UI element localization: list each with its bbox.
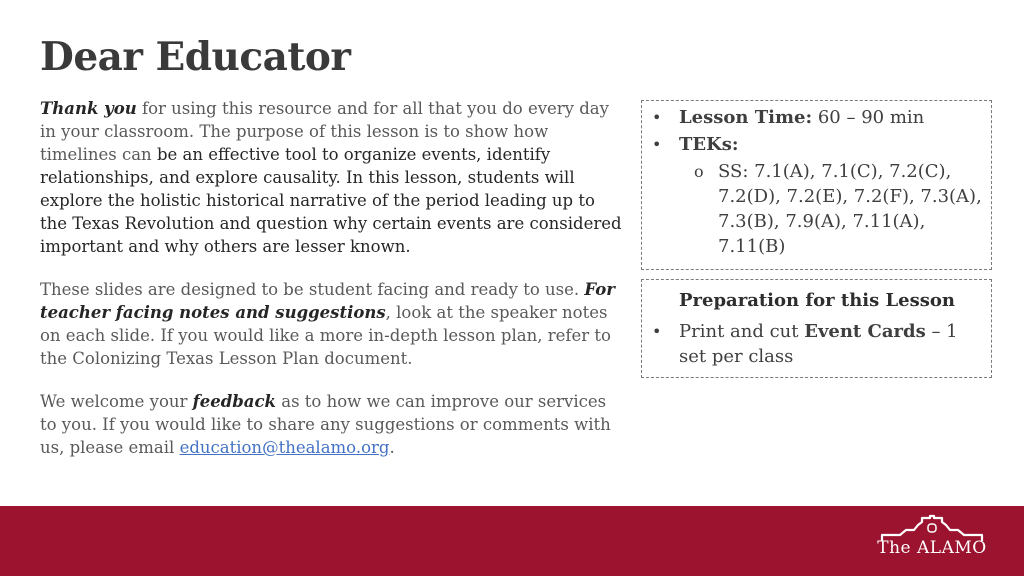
intro-p3-end: . <box>389 438 395 457</box>
teks-value: SS: 7.1(A), 7.1(C), 7.2(C), 7.2(D), 7.2(E), 7.2(F), 7.3(A), 7.3(B), 7.9(A), 7.11(A), 7.11(B) <box>718 161 982 257</box>
intro-p2-part-a: These slides are designed to be student facing and ready to use. <box>40 280 585 299</box>
event-cards-label: Event Cards <box>804 321 926 342</box>
lesson-time-value: 60 – 90 min <box>812 107 925 128</box>
intro-p1-part-a: for using this resource and for all that you do every day in your classroom. The purpose of this lesson is to show how timelines can <box>40 99 609 164</box>
intro-paragraph-1 <box>40 97 625 258</box>
logo-text: The ALAMO <box>877 538 987 558</box>
intro-p1-part-b: be an effective tool to organize events, identify relationships, and explore causality. In this lesson, students will explore the holistic historical narrative of the period leading up to the Texas Revolution and question why certain events are considered important and why others are lesser known. <box>40 145 622 256</box>
feedback-emphasis: feedback <box>192 392 276 411</box>
prep-item-part-a: Print and cut <box>679 321 805 342</box>
intro-paragraph-3 <box>40 390 625 459</box>
intro-p2-part-b: , look at the speaker notes on each slide. If you would like a more in-depth lesson plan, refer to the Colonizing Texas Lesson Plan document. <box>40 303 611 368</box>
footer-band <box>0 506 1024 576</box>
sub-bullet-icon: o <box>694 162 704 181</box>
lesson-time-item <box>648 105 985 130</box>
intro-p3-part-a: We welcome your <box>40 392 193 411</box>
teks-subitem <box>686 159 985 259</box>
bullet-icon: • <box>652 108 662 127</box>
teacher-notes-emphasis: For teacher facing notes and suggestions <box>40 280 615 322</box>
alamo-logo <box>876 514 988 564</box>
preparation-heading: Preparation for this Lesson <box>679 290 955 311</box>
email-link[interactable]: education@thealamo.org <box>179 438 390 457</box>
preparation-item <box>648 319 985 369</box>
intro-text <box>40 97 625 479</box>
preparation-box <box>641 279 992 378</box>
bullet-icon: • <box>652 322 662 341</box>
intro-p3-part-b: as to how we can improve our services to you. If you would like to share any suggestions or comments with us, please email <box>40 392 611 457</box>
teks-label: TEKs: <box>679 134 739 155</box>
bullet-icon: • <box>652 135 662 154</box>
prep-item-part-b: – 1 set per class <box>679 321 958 367</box>
intro-paragraph-2 <box>40 278 625 370</box>
lesson-info-box <box>641 100 992 270</box>
page-title: Dear Educator <box>40 34 351 80</box>
thank-you-emphasis: Thank you <box>40 99 137 118</box>
lesson-time-label: Lesson Time: <box>679 107 813 128</box>
teks-item <box>648 132 985 157</box>
